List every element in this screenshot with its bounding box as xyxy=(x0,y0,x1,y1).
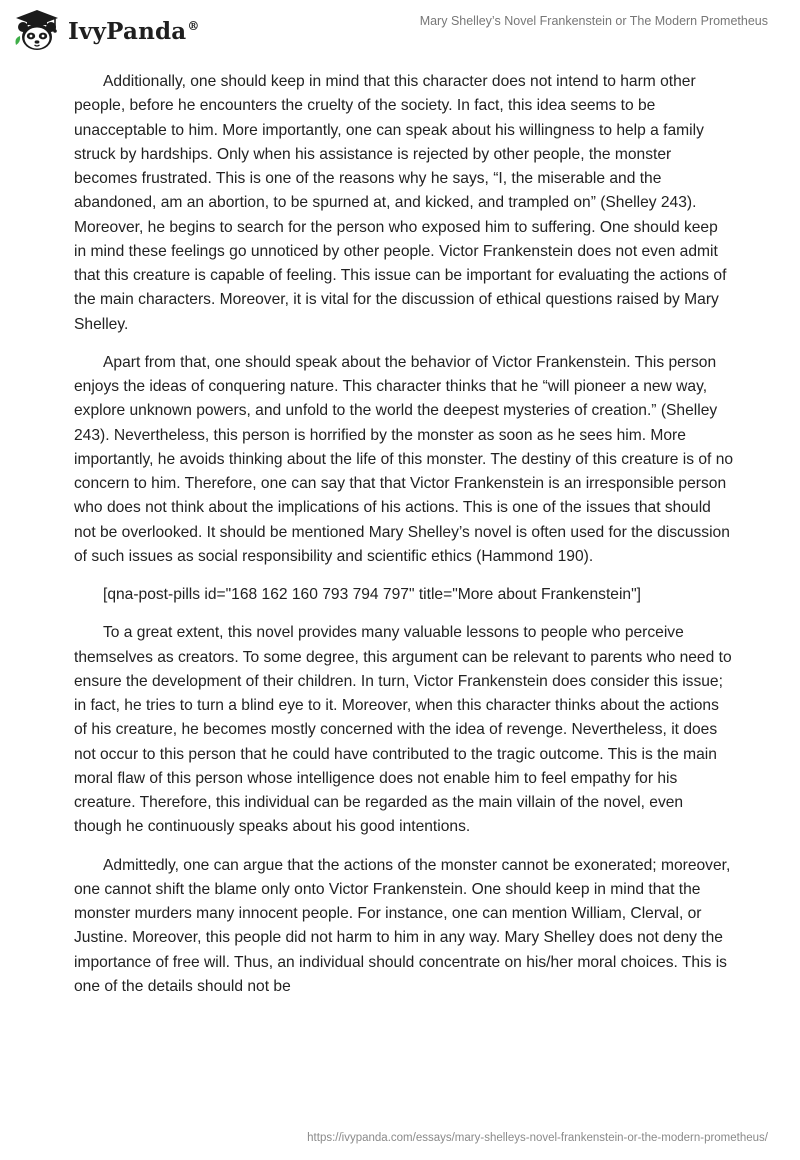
shortcode-placeholder: [qna-post-pills id="168 162 160 793 794 797" title="More about Frankenstein"] xyxy=(103,586,641,603)
paragraph: Admittedly, one can argue that the actions of the monster cannot be exonerated; moreover, one cannot shift the blame only onto Victor Frankenstein. One should keep in mind that the monster murders many innocent people. For instance, one can mention William, Clerval, or Justine. Moreover, this people did not harm to him in any way. Mary Shelley does not deny the importance of free will. Thus, an individual should concentrate on his/her moral choices. This is one of the details should not be xyxy=(74,856,731,995)
essay-body xyxy=(74,70,734,1013)
paragraph: Additionally, one should keep in mind that this character does not intend to harm other people, before he encounters the cruelty of the society. In fact, this idea seems to be unacceptable to him. More importantly, one can speak about his willingness to help a family struck by hardships. Only when his assistance is rejected by other people, the monster becomes frustrated. This is one of the reasons why he says, “I, the miserable and the abandoned, am an abortion, to be spurned at, and kicked, and trampled on” (Shelley 243). Moreover, he begins to search for the person who exposed him to suffering. One should keep in mind these feelings go unnoticed by other people. Victor Frankenstein does not even admit that this creature is capable of feeling. This issue can be important for evaluating the actions of the main characters. Moreover, it is vital for the discussion of ethical questions raised by Mary Shelley. xyxy=(74,73,727,333)
source-url[interactable]: https://ivypanda.com/essays/mary-shelleys-novel-frankenstein-or-the-modern-prometheus/ xyxy=(307,1132,768,1144)
brand-name: IvyPanda® xyxy=(68,17,200,45)
paragraph: To a great extent, this novel provides many valuable lessons to people who perceive themselves as creators. To some degree, this argument can be relevant to parents who need to ensure the development of their children. In turn, Victor Frankenstein does consider this issue; in fact, he tries to turn a blind eye to it. Moreover, when this character thinks about the actions of his creature, he becomes mostly concerned with the idea of revenge. Nevertheless, it does not occur to this person that he could have contributed to the tragic outcome. This is the main moral flaw of this person whose intelligence does not enable him to feel empathy for his creature. Therefore, this individual can be regarded as the main villain of the novel, even though he continuously speaks about his good intentions. xyxy=(74,624,732,836)
paragraph: Apart from that, one should speak about the behavior of Victor Frankenstein. This person enjoys the ideas of conquering nature. This character thinks that he “will pioneer a new way, explore unknown powers, and unfold to the world the deepest mysteries of creation.” (Shelley 243). Nevertheless, this person is horrified by the monster as soon as he sees him. More importantly, he avoids thinking about the life of this monster. The destiny of this creature is of no concern to him. Therefore, one can say that that Victor Frankenstein is an irresponsible person who does not think about the implications of his actions. This is one of the issues that should not be overlooked. It should be mentioned Mary Shelley’s novel is often used for the discussion of such issues as social responsibility and scientific ethics (Hammond 190). xyxy=(74,353,734,565)
page-header xyxy=(0,0,800,60)
registered-mark: ® xyxy=(187,18,200,33)
document-title: Mary Shelley’s Novel Frankenstein or The Modern Prometheus xyxy=(419,14,768,28)
panda-graduate-icon xyxy=(12,8,62,52)
ivypanda-logo[interactable] xyxy=(12,8,200,52)
